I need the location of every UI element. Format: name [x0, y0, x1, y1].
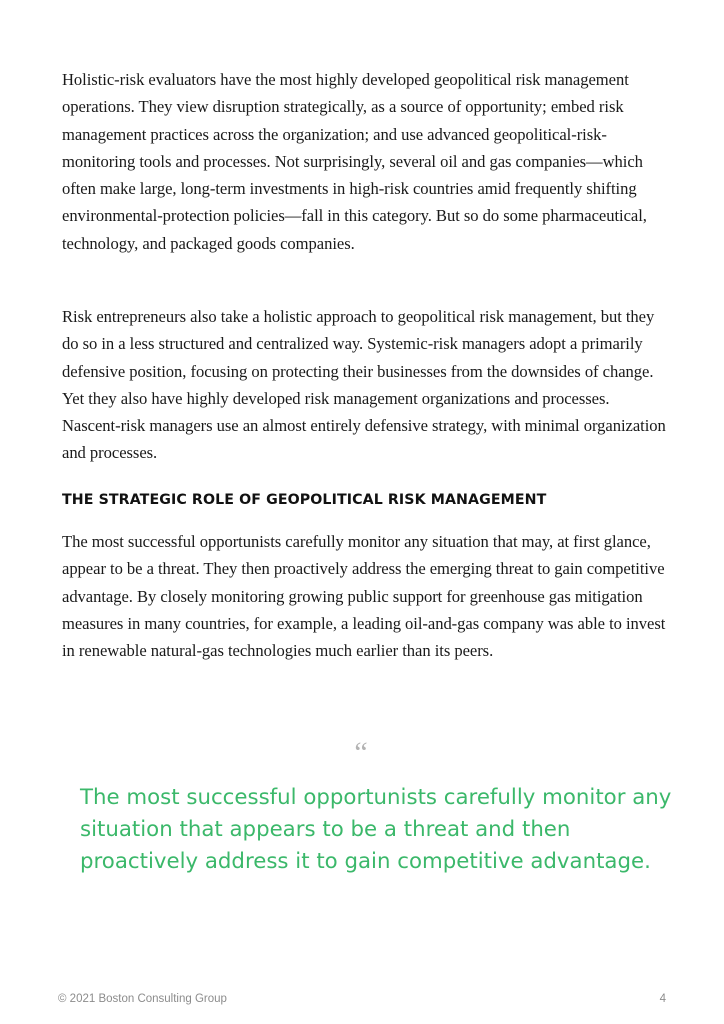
footer-copyright: © 2021 Boston Consulting Group — [58, 993, 227, 1005]
body-paragraph-strategic-role: The most successful opportunists carefully monitor any situation that may, at first glance, appear to be a threat. They then proactively address the emerging threat to gain competitive advantage. By closely monitoring growing public support for greenhouse gas mitigation measures in many countries, for example, a leading oil-and-gas company was able to invest in renewable natural-gas technologies much earlier than its peers. — [62, 532, 666, 661]
body-paragraph-risk-entrepreneurs: Risk entrepreneurs also take a holistic approach to geopolitical risk management, but they do so in a less structured and centralized way. Systemic-risk managers adopt a primarily defensive position, focusing on protecting their businesses from the downsides of change. Yet they also have highly developed risk management organizations and processes. Nascent-risk managers use an almost entirely defensive strategy, with minimal organization and processes. — [62, 307, 666, 463]
page-number: 4 — [659, 993, 666, 1005]
section-heading: THE STRATEGIC ROLE OF GEOPOLITICAL RISK MANAGEMENT — [62, 492, 547, 508]
pull-quote: The most successful opportunists carefully monitor any situation that appears to be a threat and then proactively address it to gain competitive advantage. — [80, 785, 672, 874]
quote-mark-icon: “ — [354, 736, 368, 769]
body-paragraph-holistic-risk: Holistic-risk evaluators have the most highly developed geopolitical risk management operations. They view disruption strategically, as a source of opportunity; embed risk management practices across the organization; and use advanced geopolitical-risk-monitoring tools and processes. Not surprisingly, several oil and gas companies—which often make large, long-term investments in high-risk countries amid frequently shifting environmental-protection policies—fall in this category. But so do some pharmaceutical, technology, and packaged goods companies. — [62, 70, 647, 253]
